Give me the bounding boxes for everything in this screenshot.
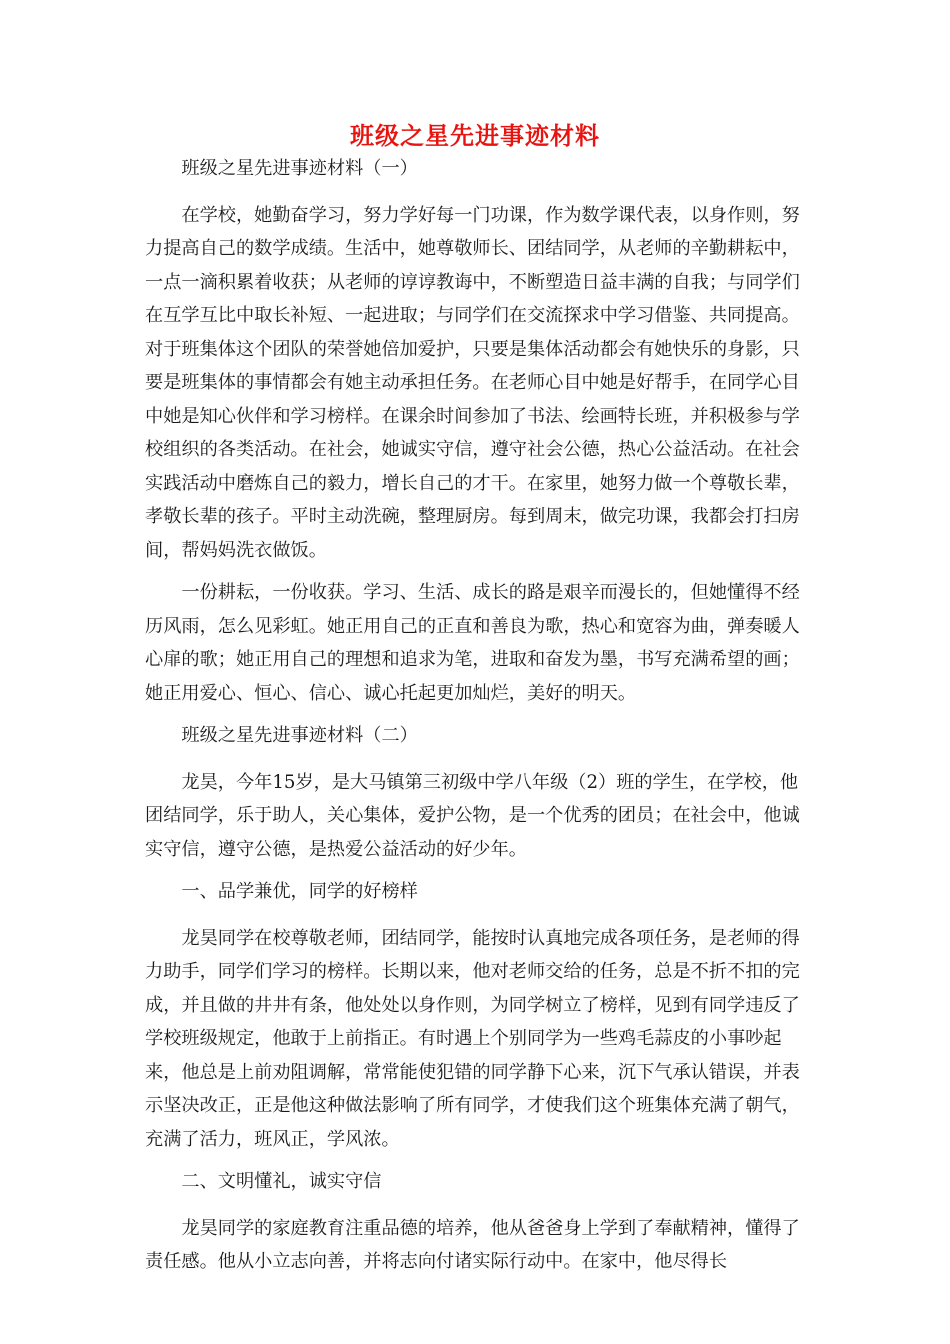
section-heading: 班级之星先进事迹材料（二） (181, 725, 418, 746)
body-paragraph: 龙昊，今年15岁，是大马镇第三初级中学八年级（2）班的学生，在学校，他团结同学，乐于助人，关心集体，爱护公物，是一个优秀的团员；在社会中，他诚实守信，遵守公德，是热爱公益活动的好少年。 (145, 771, 800, 860)
body-paragraph: 龙昊同学在校尊敬老师，团结同学，能按时认真地完成各项任务，是老师的得力助手，同学们学习的榜样。长期以来，他对老师交给的任务，总是不折不扣的完成，并且做的井井有条，他处处以身作则，为同学树立了榜样，见到有同学违反了学校班级规定，他敢于上前指正。有时遇上个别同学为一些鸡毛蒜皮的小事吵起来，他总是上前劝阻调解，常常能使犯错的同学静下心来，沉下气承认错误，并表示坚决改正，正是他这种做法影响了所有同学，才使我们这个班集体充满了朝气，充满了活力，班风正，学风浓。 (145, 927, 800, 1150)
body-paragraph: 一份耕耘，一份收获。学习、生活、成长的路是艰辛而漫长的，但她懂得不经历风雨，怎么见彩虹。她正用自己的正直和善良为歌，热心和宽容为曲，弹奏暖人心扉的歌；她正用自己的理想和追求为笔，进取和奋发为墨，书写充满希望的画；她正用爱心、恒心、信心、诚心托起更加灿烂，美好的明天。 (145, 582, 800, 704)
subsection-heading: 二、文明懂礼，诚实守信 (181, 1171, 382, 1192)
document-title: 班级之星先进事迹材料 (350, 122, 600, 150)
subsection-heading: 一、品学兼优，同学的好榜样 (181, 881, 418, 902)
document-body (145, 152, 810, 1279)
body-paragraph: 龙昊同学的家庭教育注重品德的培养，他从爸爸身上学到了奉献精神，懂得了责任感。他从小立志向善，并将志向付诸实际行动中。在家中，他尽得长 (145, 1217, 800, 1272)
body-paragraph: 在学校，她勤奋学习，努力学好每一门功课，作为数学课代表，以身作则，努力提高自己的数学成绩。生活中，她尊敬师长、团结同学，从老师的辛勤耕耘中，一点一滴积累着收获；从老师的谆谆教诲中，不断塑造日益丰满的自我；与同学们在互学互比中取长补短、一起进取；与同学们在交流探求中学习借鉴、共同提高。对于班集体这个团队的荣誉她倍加爱护，只要是集体活动都会有她快乐的身影，只要是班集体的事情都会有她主动承担任务。在老师心目中她是好帮手，在同学心目中她是知心伙伴和学习榜样。在课余时间参加了书法、绘画特长班，并积极参与学校组织的各类活动。在社会，她诚实守信，遵守社会公德，热心公益活动。在社会实践活动中磨炼自己的毅力，增长自己的才干。在家里，她努力做一个尊敬长辈，孝敬长辈的孩子。平时主动洗碗，整理厨房。每到周末，做完功课，我都会打扫房间，帮妈妈洗衣做饭。 (145, 204, 800, 561)
section-heading: 班级之星先进事迹材料（一） (181, 158, 418, 179)
